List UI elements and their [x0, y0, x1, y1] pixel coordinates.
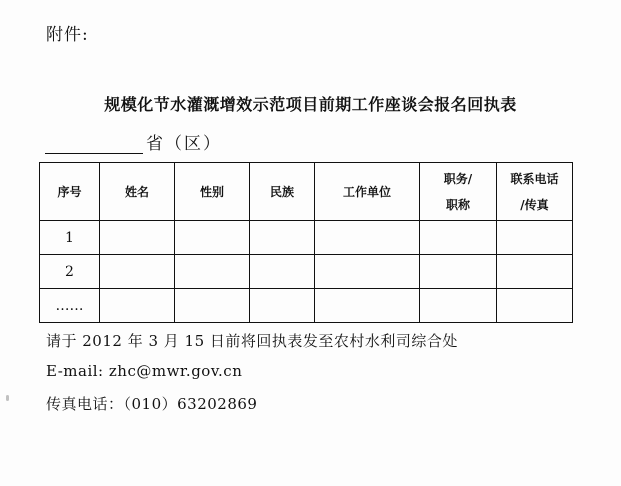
header-ethnicity: 民族 — [250, 163, 315, 221]
gender-cell[interactable] — [175, 221, 250, 255]
attachment-label: 附件: — [46, 25, 89, 45]
submission-deadline-note: 请于 2012 年 3 月 15 日前将回执表发至农村水利司综合处 — [46, 332, 458, 350]
ethnicity-cell[interactable] — [250, 289, 315, 323]
scan-speck — [6, 395, 9, 401]
table-header-row — [40, 163, 573, 221]
position-cell[interactable] — [420, 221, 497, 255]
header-phone-fax: 联系电话 /传真 — [497, 163, 573, 221]
work-unit-cell[interactable] — [315, 221, 420, 255]
row-serial-cell: 2 — [40, 255, 100, 289]
position-cell[interactable] — [420, 289, 497, 323]
header-gender: 性别 — [175, 163, 250, 221]
province-label: 省（区） — [146, 134, 222, 154]
gender-cell[interactable] — [175, 289, 250, 323]
registration-table — [39, 162, 573, 323]
contact-fax: 传真电话：（010）63202869 — [46, 395, 258, 413]
table-row — [40, 221, 573, 255]
name-cell[interactable] — [100, 255, 175, 289]
work-unit-cell[interactable] — [315, 255, 420, 289]
header-work-unit: 工作单位 — [315, 163, 420, 221]
phone-cell[interactable] — [497, 255, 573, 289]
table-row — [40, 255, 573, 289]
work-unit-cell[interactable] — [315, 289, 420, 323]
phone-cell[interactable] — [497, 221, 573, 255]
ethnicity-cell[interactable] — [250, 221, 315, 255]
contact-email[interactable]: E-mail: zhc@mwr.gov.cn — [46, 362, 243, 380]
position-cell[interactable] — [420, 255, 497, 289]
province-field — [45, 130, 222, 154]
ethnicity-cell[interactable] — [250, 255, 315, 289]
gender-cell[interactable] — [175, 255, 250, 289]
row-serial-cell: …… — [40, 289, 100, 323]
header-position-title: 职务/ 职称 — [420, 163, 497, 221]
name-cell[interactable] — [100, 289, 175, 323]
header-serial-number: 序号 — [40, 163, 100, 221]
header-name: 姓名 — [100, 163, 175, 221]
province-blank-line[interactable] — [45, 133, 143, 154]
form-title: 规模化节水灌溉增效示范项目前期工作座谈会报名回执表 — [104, 95, 517, 114]
phone-cell[interactable] — [497, 289, 573, 323]
table-row — [40, 289, 573, 323]
name-cell[interactable] — [100, 221, 175, 255]
row-serial-cell: 1 — [40, 221, 100, 255]
